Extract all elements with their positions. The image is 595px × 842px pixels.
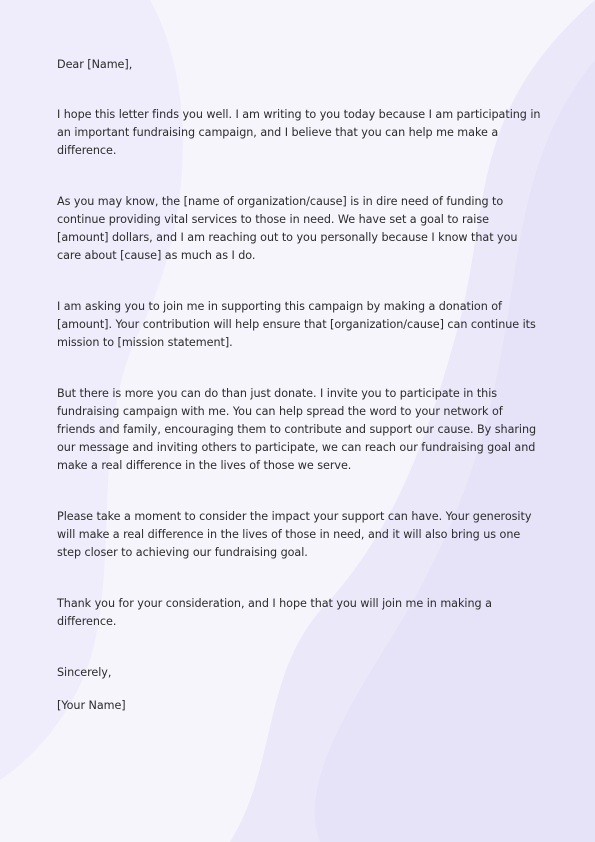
letter-paragraph: I hope this letter finds you well. I am writing to you today because I am participating in an important fundraising campaign, and I believe that you can help me make a difference. (57, 108, 541, 157)
letter-paragraph: But there is more you can do than just donate. I invite you to participate in this fundraising campaign with me. You can help spread the word to your network of friends and family, encouraging them to contribute and support our cause. By sharing our message and inviting others to participate, we can reach our fundraising goal and make a real difference in the lives of those we serve. (57, 387, 537, 472)
letter-paragraph: Thank you for your consideration, and I hope that you will join me in making a difference. (57, 597, 492, 628)
letter-paragraph: Please take a moment to consider the impact your support can have. Your generosity will make a real difference in the lives of those in need, and it will also bring us one step closer to achieving our fundraising goal. (57, 510, 532, 559)
closing: Sincerely, (57, 666, 112, 679)
letter-paragraph: As you may know, the [name of organization/cause] is in dire need of funding to continue providing vital services to those in need. We have set a goal to raise [amount] dollars, and I am reaching out to you personally because I know that you care about [cause] as much as I do. (57, 195, 518, 262)
letter-paragraph: I am asking you to join me in supporting this campaign by making a donation of [amount]. Your contribution will help ensure that [organization/cause] can continue its mission to [mission statement]. (57, 300, 536, 349)
letter-body (57, 56, 542, 715)
salutation: Dear [Name], (57, 58, 133, 71)
signature: [Your Name] (57, 699, 126, 712)
